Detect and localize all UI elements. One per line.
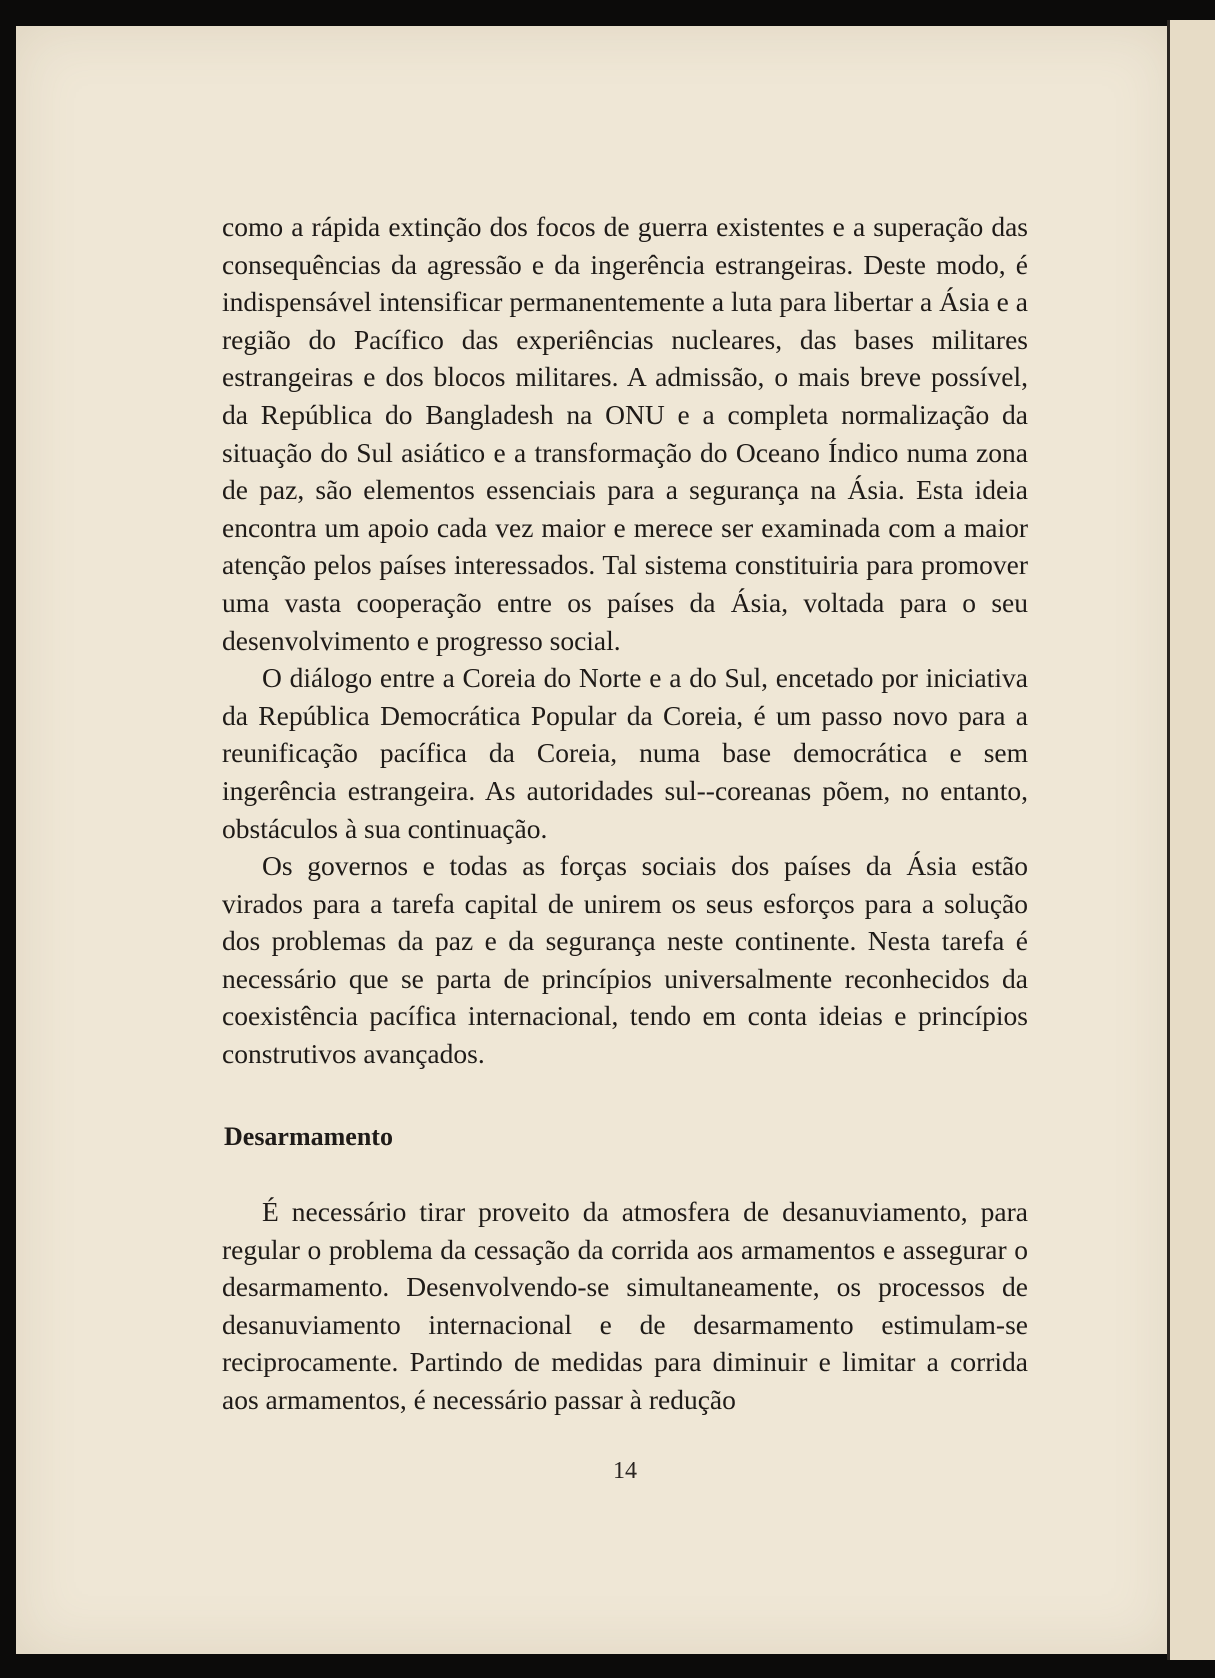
section-heading: Desarmamento [224,1122,393,1151]
paragraph: como a rápida extinção dos focos de guerra existentes e a superação das consequências da agressão e da ingerência estrangeiras. Deste modo, é indispensável intensificar permanentemente a luta para libertar a Ásia e a região do Pacífico das experiências nucleares, das bases militares estrangeiras e dos blocos militares. A admissão, o mais breve possível, da República do Bangladesh na ONU e a completa normalização da situação do Sul asiático e a transformação do Oceano Índico numa zona de paz, são elementos essenciais para a segurança na Ásia. Esta ideia encontra um apoio cada vez maior e merece ser examinada com a maior atenção pelos países interessados. Tal sistema constituiria para promover uma vasta cooperação entre os países da Ásia, voltada para o seu desenvolvimento e progresso social. [222,211,1028,656]
page-number: 14 [613,1458,637,1484]
paragraph: O diálogo entre a Coreia do Norte e a do Sul, encetado por iniciativa da República Democrática Popular da Coreia, é um passo novo para a reunificação pacífica da Coreia, numa base democrática e sem ingerência estrangeira. As autoridades sul--coreanas põem, no entanto, obstáculos à sua continuação. [222,662,1028,844]
body-text [222,208,1028,1073]
paragraph: É necessário tirar proveito da atmosfera de desanuviamento, para regular o problema da cessação da corrida aos armamentos e assegurar o desarmamento. Desenvolvendo-se simultaneamente, os processos de desanuviamento internacional e de desarmamento estimulam-se reciprocamente. Partindo de medidas para diminuir e limitar a corrida aos armamentos, é necessário passar à redução [222,1196,1028,1415]
adjacent-page-edge [1167,20,1215,1660]
paragraph: Os governos e todas as forças sociais dos países da Ásia estão virados para a tarefa capital de unirem os seus esforços para a solução dos problemas da paz e da segurança neste continente. Nesta tarefa é necessário que se parta de princípios universalmente reconhecidos da coexistência pacífica internacional, tendo em conta ideias e princípios construtivos avançados. [222,850,1028,1070]
section-body-text [222,1193,1028,1419]
